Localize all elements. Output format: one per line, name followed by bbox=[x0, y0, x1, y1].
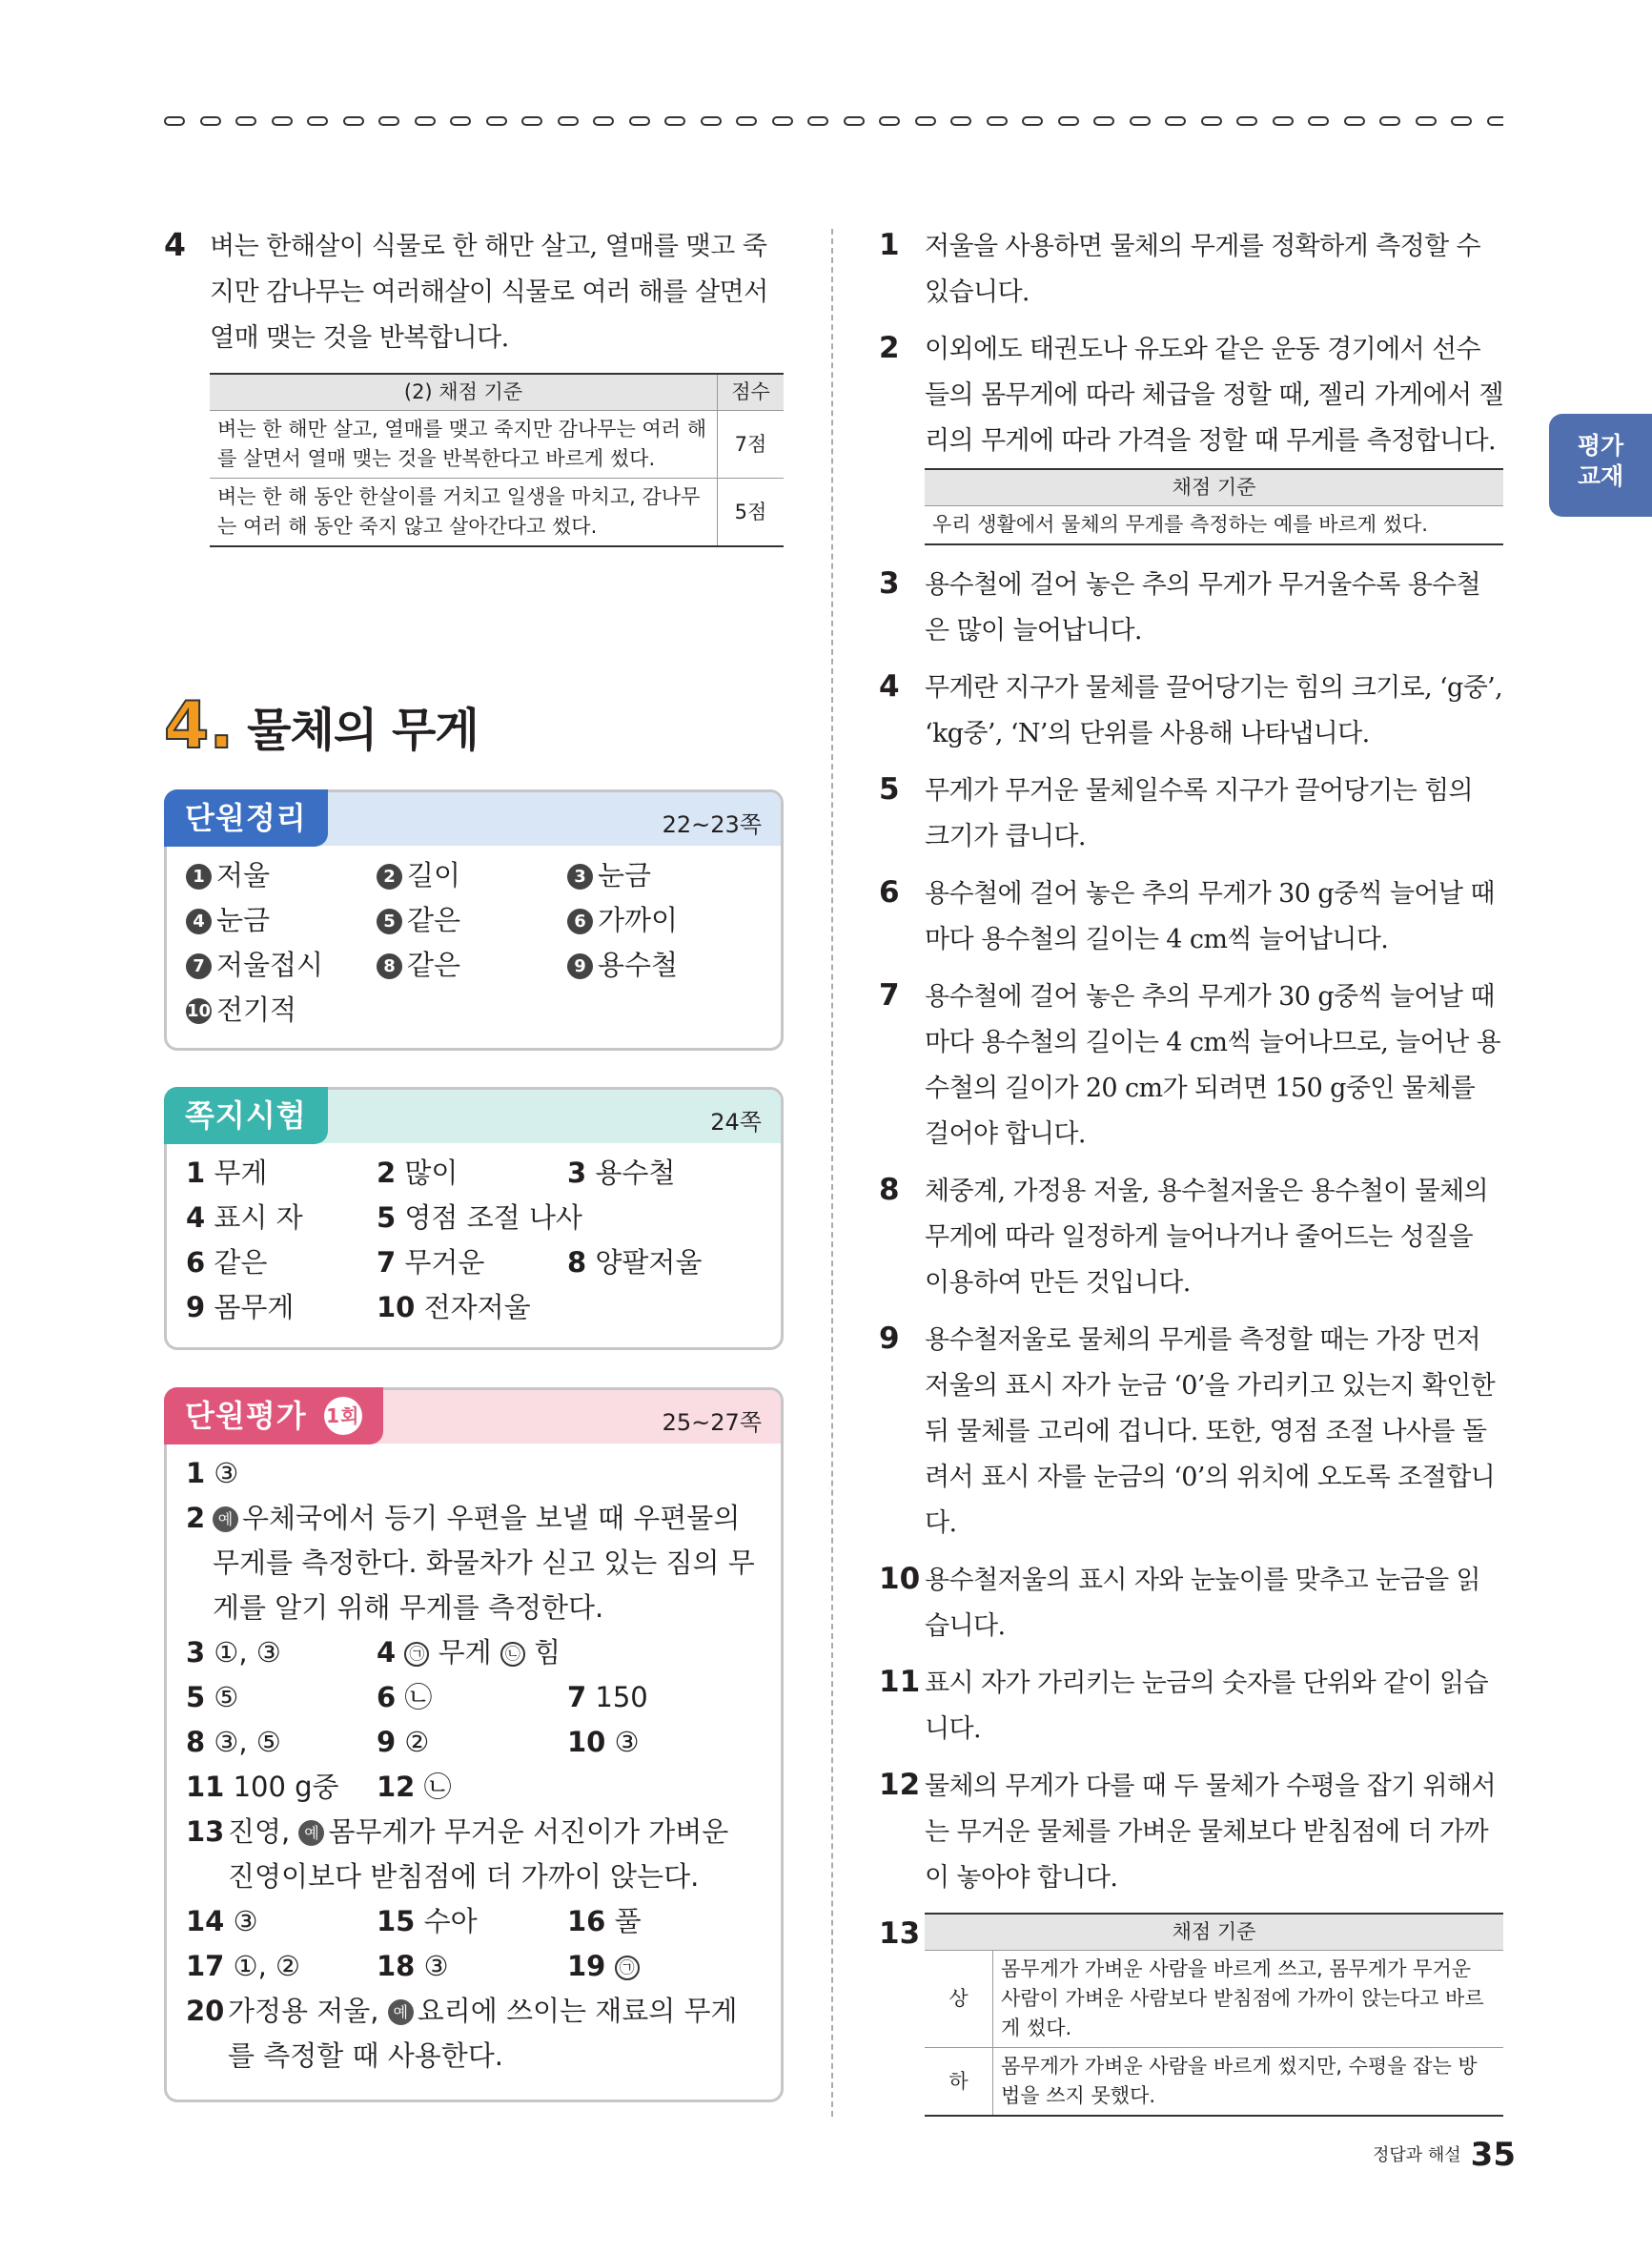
summary-item-text: 용수철 bbox=[598, 949, 679, 981]
answer-20-name: 가정용 저울, bbox=[228, 1995, 379, 2027]
explanation-text: 무게가 무거운 물체일수록 지구가 끌어당기는 힘의 크기가 큽니다. bbox=[925, 776, 1474, 851]
quiz-item-number: 10 bbox=[377, 1291, 416, 1323]
quiz-item-number: 2 bbox=[377, 1157, 397, 1189]
dash-segment bbox=[1416, 116, 1437, 126]
explanation-3 bbox=[879, 563, 1503, 654]
quiz-answers bbox=[167, 1143, 781, 1342]
summary-item-text: 같은 bbox=[407, 949, 461, 981]
side-tab-line-1: 평가 bbox=[1577, 432, 1624, 460]
answer-17-value: ①, ② bbox=[233, 1950, 301, 1982]
section-side-tab bbox=[1549, 414, 1652, 517]
explanation-13-criteria bbox=[925, 1913, 1503, 2117]
explanation-11 bbox=[879, 1661, 1503, 1752]
quiz-item bbox=[186, 1196, 377, 1240]
explanation-number: 8 bbox=[879, 1173, 900, 1207]
explanation-4 bbox=[879, 666, 1503, 757]
quiz-box bbox=[164, 1087, 784, 1350]
unit-summary-tag: 단원정리 bbox=[164, 789, 328, 847]
explanation-7 bbox=[879, 974, 1503, 1157]
unit-summary-answers bbox=[167, 846, 781, 1044]
explanation-number: 2 bbox=[879, 331, 900, 365]
dash-segment bbox=[1130, 116, 1151, 126]
answer-10-value: ③ bbox=[614, 1726, 640, 1758]
explanation-10 bbox=[879, 1558, 1503, 1649]
dash-segment bbox=[736, 116, 757, 126]
answer-14-value: ③ bbox=[233, 1905, 258, 1937]
summary-item bbox=[186, 943, 377, 988]
answer-1-value: ③ bbox=[214, 1457, 239, 1489]
explanation-number: 12 bbox=[879, 1768, 921, 1802]
dash-segment bbox=[450, 116, 471, 126]
circled-b-icon: ㉡ bbox=[500, 1642, 525, 1667]
dash-segment bbox=[415, 116, 436, 126]
unit-test-box bbox=[164, 1387, 784, 2102]
scoring-header: (2) 채점 기준 bbox=[210, 374, 718, 411]
explanation-number: 4 bbox=[879, 669, 900, 704]
quiz-item bbox=[186, 1285, 377, 1330]
summary-item-number: 2 bbox=[377, 864, 402, 890]
explanation-number: 11 bbox=[879, 1665, 921, 1699]
quiz-item bbox=[377, 1285, 567, 1330]
dash-segment bbox=[307, 116, 328, 126]
quiz-item-number: 1 bbox=[186, 1157, 206, 1189]
dash-segment bbox=[272, 116, 293, 126]
quiz-item bbox=[377, 1151, 567, 1196]
example-icon: 예 bbox=[298, 1820, 324, 1846]
summary-item-text: 눈금 bbox=[598, 859, 652, 891]
unit-test-tag bbox=[164, 1387, 383, 1444]
summary-item-text: 길이 bbox=[407, 859, 461, 891]
dash-segment bbox=[593, 116, 614, 126]
page-number: 35 bbox=[1470, 2136, 1516, 2174]
dash-segment bbox=[950, 116, 971, 126]
dash-segment bbox=[987, 116, 1008, 126]
quiz-item-text: 영점 조절 나사 bbox=[404, 1201, 582, 1234]
unit-summary-pages: 22~23쪽 bbox=[662, 811, 762, 838]
explanation-text: 용수철에 걸어 놓은 추의 무게가 30 g중씩 늘어날 때마다 용수철의 길이는 4 cm씩 늘어납니다. bbox=[925, 879, 1495, 954]
summary-item bbox=[377, 898, 567, 943]
quiz-item bbox=[377, 1196, 758, 1240]
summary-item-text: 눈금 bbox=[216, 904, 271, 936]
quiz-item-number: 3 bbox=[567, 1157, 587, 1189]
explanation-5 bbox=[879, 768, 1503, 860]
quiz-item-text: 무거운 bbox=[404, 1246, 485, 1279]
question-number: 4 bbox=[164, 226, 186, 263]
quiz-tag: 쪽지시험 bbox=[164, 1087, 328, 1144]
chapter-title: 물체의 무게 bbox=[247, 704, 479, 757]
dash-segment bbox=[915, 116, 936, 126]
quiz-item-number: 9 bbox=[186, 1291, 206, 1323]
answer-8-value: ③, ⑤ bbox=[214, 1726, 281, 1758]
answer-row-8-10: 8 ③, ⑤ 9 ② 10 ③ bbox=[186, 1726, 640, 1758]
dash-segment bbox=[772, 116, 793, 126]
summary-item-number: 6 bbox=[567, 909, 593, 934]
dash-segment bbox=[1236, 116, 1257, 126]
column-divider bbox=[831, 229, 833, 2117]
explanation-number: 5 bbox=[879, 772, 900, 807]
dash-segment bbox=[1344, 116, 1365, 126]
explanation-number: 6 bbox=[879, 875, 900, 910]
dash-segment bbox=[879, 116, 900, 126]
quiz-item-text: 전자저울 bbox=[423, 1291, 531, 1323]
answer-20-value: 요리에 쓰이는 재료의 무게를 측정할 때 사용한다. bbox=[228, 1995, 738, 2072]
summary-item bbox=[567, 853, 758, 898]
summary-item-number: 10 bbox=[186, 998, 212, 1024]
circled-a-icon: ㉠ bbox=[404, 1642, 429, 1667]
unit-test-header bbox=[167, 1390, 781, 1444]
summary-item-number: 7 bbox=[186, 953, 212, 979]
answer-1: 1 ③ bbox=[186, 1457, 239, 1489]
answer-4-value-b: 힘 bbox=[534, 1636, 561, 1669]
dash-segment bbox=[701, 116, 722, 126]
summary-item-number: 1 bbox=[186, 864, 212, 890]
explanation-text: 용수철에 걸어 놓은 추의 무게가 30 g중씩 늘어날 때마다 용수철의 길이는 4 cm씩 늘어나므로, 늘어난 용수철의 길이가 20 cm가 되려면 150 g중인 물체를 걸어야 합니다. bbox=[925, 982, 1501, 1149]
quiz-item-text: 표시 자 bbox=[214, 1201, 303, 1234]
answer-20: 20 가정용 저울, 예 요리에 쓰이는 재료의 무게를 측정할 때 사용한다. bbox=[186, 1995, 738, 2072]
quiz-item-number: 6 bbox=[186, 1246, 206, 1279]
quiz-item bbox=[377, 1240, 567, 1285]
dash-segment bbox=[1093, 116, 1114, 126]
dash-segment bbox=[1058, 116, 1079, 126]
quiz-item-text: 몸무게 bbox=[214, 1291, 295, 1323]
dash-segment bbox=[1379, 116, 1400, 126]
summary-item-number: 8 bbox=[377, 953, 402, 979]
criteria-row: 우리 생활에서 물체의 무게를 측정하는 예를 바르게 썼다. bbox=[925, 506, 1503, 545]
quiz-item-text: 같은 bbox=[214, 1246, 268, 1279]
explanation-6 bbox=[879, 871, 1503, 963]
criteria-header: 채점 기준 bbox=[925, 469, 1503, 506]
unit-test-pages: 25~27쪽 bbox=[662, 1409, 762, 1436]
answer-row-11-12: 11 100 g중 12 ㉡ bbox=[186, 1771, 452, 1803]
answer-16-value: 풀 bbox=[614, 1905, 642, 1937]
answer-row-5-7: 5 ⑤ 6 ㉡ 7 150 bbox=[186, 1681, 648, 1713]
dash-segment bbox=[1273, 116, 1294, 126]
explanation-number: 9 bbox=[879, 1321, 900, 1356]
dash-segment bbox=[1487, 116, 1504, 126]
example-icon: 예 bbox=[213, 1506, 238, 1532]
summary-item-text: 저울 bbox=[216, 859, 271, 891]
quiz-item-number: 7 bbox=[377, 1246, 397, 1279]
explanation-1 bbox=[879, 224, 1503, 316]
summary-item-text: 전기적 bbox=[216, 993, 297, 1026]
answer-2-value: 우체국에서 등기 우편을 보낼 때 우편물의 무게를 측정한다. 화물차가 싣고 있는 짐의 무게를 알기 위해 무게를 측정한다. bbox=[213, 1502, 755, 1624]
summary-item bbox=[186, 988, 377, 1033]
explanation-number: 3 bbox=[879, 566, 900, 601]
quiz-item-text: 무게 bbox=[214, 1157, 268, 1189]
dash-segment bbox=[343, 116, 364, 126]
explanation-text: 저울을 사용하면 물체의 무게를 정확하게 측정할 수 있습니다. bbox=[925, 232, 1481, 307]
chapter-number: 4. bbox=[164, 688, 235, 764]
page-footer bbox=[1373, 2136, 1516, 2174]
summary-item-text: 같은 bbox=[407, 904, 461, 936]
criterion-1: 벼는 한 해만 살고, 열매를 맺고 죽지만 감나무는 여러 해를 살면서 열매 맺는 것을 반복한다고 바르게 썼다. bbox=[210, 411, 718, 479]
dash-segment bbox=[378, 116, 399, 126]
round-badge: 1회 bbox=[324, 1397, 362, 1435]
criterion-2-score: 5점 bbox=[718, 479, 785, 547]
quiz-item bbox=[567, 1151, 758, 1196]
quiz-item-number: 8 bbox=[567, 1246, 587, 1279]
answer-19-value: ㉠ bbox=[615, 1956, 640, 1980]
quiz-item bbox=[186, 1240, 377, 1285]
dash-segment bbox=[807, 116, 828, 126]
answer-6-value: ㉡ bbox=[404, 1681, 433, 1713]
explanation-text: 용수철저울의 표시 자와 눈높이를 맞추고 눈금을 읽습니다. bbox=[925, 1566, 1481, 1641]
dash-segment bbox=[164, 116, 185, 126]
answer-12-value: ㉡ bbox=[423, 1771, 452, 1803]
answer-13: 13 진영, 예 몸무게가 무거운 서진이가 가벼운 진영이보다 받침점에 더 가까이 앉는다. bbox=[186, 1815, 729, 1893]
answer-4-value-a: 무게 bbox=[438, 1636, 492, 1669]
quiz-pages: 24쪽 bbox=[710, 1109, 762, 1136]
quiz-item-number: 5 bbox=[377, 1201, 397, 1234]
dash-segment bbox=[486, 116, 507, 126]
grade-high: 상 bbox=[925, 1951, 993, 2048]
explanation-number: 10 bbox=[879, 1562, 921, 1596]
summary-item-number: 4 bbox=[186, 909, 212, 934]
left-question-4 bbox=[164, 224, 784, 547]
explanation-text: 체중계, 가정용 저울, 용수철저울은 용수철이 물체의 무게에 따라 일정하게 늘어나거나 줄어드는 성질을 이용하여 만든 것입니다. bbox=[925, 1177, 1488, 1298]
right-column bbox=[879, 224, 1503, 2128]
quiz-item-text: 양팔저울 bbox=[595, 1246, 703, 1279]
dash-segment bbox=[844, 116, 865, 126]
criteria-header: 채점 기준 bbox=[925, 1914, 1503, 1951]
explanation-9 bbox=[879, 1318, 1503, 1546]
answer-18-value: ③ bbox=[423, 1950, 449, 1982]
example-icon: 예 bbox=[388, 1999, 414, 2025]
answer-row-3-4: 3 ①, ③ 4 ㉠ 무게 ㉡ 힘 bbox=[186, 1636, 561, 1669]
explanation-12 bbox=[879, 1764, 1503, 1901]
summary-item-text: 가까이 bbox=[598, 904, 679, 936]
quiz-item-number: 4 bbox=[186, 1201, 206, 1234]
explanation-text: 표시 자가 가리키는 눈금의 숫자를 단위와 같이 읽습니다. bbox=[925, 1669, 1488, 1744]
unit-summary-header bbox=[167, 792, 781, 846]
summary-item-text: 저울접시 bbox=[216, 949, 324, 981]
summary-item-number: 3 bbox=[567, 864, 593, 890]
explanation-text: 용수철에 걸어 놓은 추의 무게가 무거울수록 용수철은 많이 늘어납니다. bbox=[925, 570, 1481, 645]
summary-item bbox=[377, 943, 567, 988]
top-decoration bbox=[164, 116, 1503, 130]
dash-segment bbox=[1022, 116, 1043, 126]
explanation-number: 7 bbox=[879, 978, 900, 1013]
dash-segment bbox=[629, 116, 650, 126]
answer-13-name: 진영, bbox=[228, 1815, 291, 1848]
answer-row-14-16: 14 ③ 15 수아 16 풀 bbox=[186, 1905, 642, 1937]
criteria-low: 몸무게가 가벼운 사람을 바르게 썼지만, 수평을 잡는 방법을 쓰지 못했다. bbox=[993, 2048, 1504, 2117]
explanation-2-criteria bbox=[925, 468, 1503, 545]
score-header: 점수 bbox=[718, 374, 785, 411]
explanation-text: 용수철저울로 물체의 무게를 측정할 때는 가장 먼저 저울의 표시 자가 눈금 ‘0’을 가리키고 있는지 확인한 뒤 물체를 고리에 겁니다. 또한, 영점 조절 나사를 돌려서 표시 자를 눈금의 ‘0’의 위치에 오도록 조절합니다. bbox=[925, 1325, 1496, 1538]
answer-2: 2 예 우체국에서 등기 우편을 보낼 때 우편물의 무게를 측정한다. 화물차가 싣고 있는 짐의 무게를 알기 위해 무게를 측정한다. bbox=[186, 1502, 755, 1624]
summary-item bbox=[567, 943, 758, 988]
answer-row-17-19: 17 ①, ② 18 ③ 19 ㉠ bbox=[186, 1944, 762, 1989]
dash-segment bbox=[1451, 116, 1472, 126]
side-tab-line-2: 교재 bbox=[1577, 462, 1624, 490]
explanation-text: 이외에도 태권도나 유도와 같은 운동 경기에서 선수들의 몸무게에 따라 체급을 정할 때, 젤리 가게에서 젤리의 무게에 따라 가격을 정할 때 무게를 측정합니다. bbox=[925, 335, 1503, 456]
criterion-2: 벼는 한 해 동안 한살이를 거치고 일생을 마치고, 감나무는 여러 해 동안 죽지 않고 살아간다고 썼다. bbox=[210, 479, 718, 547]
summary-item bbox=[377, 853, 567, 898]
quiz-item bbox=[186, 1151, 377, 1196]
criteria-high: 몸무게가 가벼운 사람을 바르게 쓰고, 몸무게가 무거운 사람이 가벼운 사람보다 받침점에 가까이 앉는다고 바르게 썼다. bbox=[993, 1951, 1504, 2048]
dash-segment bbox=[235, 116, 256, 126]
answer-13-value: 몸무게가 무거운 서진이가 가벼운 진영이보다 받침점에 더 가까이 앉는다. bbox=[228, 1815, 729, 1893]
grade-low: 하 bbox=[925, 2048, 993, 2117]
dash-segment bbox=[1308, 116, 1329, 126]
unit-test-tag-label: 단원평가 bbox=[185, 1398, 307, 1434]
explanation-text: 물체의 무게가 다를 때 두 물체가 수평을 잡기 위해서는 무거운 물체를 가벼운 물체보다 받침점에 더 가까이 놓아야 합니다. bbox=[925, 1772, 1496, 1893]
dash-segment bbox=[1165, 116, 1186, 126]
explanation-8 bbox=[879, 1169, 1503, 1306]
answer-15-value: 수아 bbox=[423, 1905, 478, 1937]
criterion-1-score: 7점 bbox=[718, 411, 785, 479]
explanation-number: 1 bbox=[879, 228, 900, 262]
summary-item bbox=[567, 898, 758, 943]
answer-11-value: 100 g중 bbox=[233, 1771, 339, 1803]
summary-item-number: 5 bbox=[377, 909, 402, 934]
explanation-number: 13 bbox=[879, 1916, 921, 1951]
scoring-table bbox=[210, 373, 784, 547]
unit-test-answers bbox=[167, 1444, 781, 2092]
quiz-item-text: 많이 bbox=[404, 1157, 459, 1189]
footer-label: 정답과 해설 bbox=[1373, 2145, 1461, 2165]
summary-item bbox=[186, 853, 377, 898]
dash-segment bbox=[200, 116, 221, 126]
explanation-2 bbox=[879, 327, 1503, 464]
answer-7-value: 150 bbox=[595, 1681, 648, 1713]
quiz-item bbox=[567, 1240, 758, 1285]
unit-summary-box bbox=[164, 789, 784, 1051]
summary-item bbox=[186, 898, 377, 943]
explanation-text: 무게란 지구가 물체를 끌어당기는 힘의 크기로, ‘g중’, ‘kg중’, ‘N’의 단위를 사용해 나타냅니다. bbox=[925, 673, 1503, 748]
answer-5-value: ⑤ bbox=[214, 1681, 239, 1713]
dash-segment bbox=[664, 116, 685, 126]
answer-3-value: ①, ③ bbox=[214, 1636, 281, 1669]
dash-segment bbox=[521, 116, 542, 126]
question-text: 벼는 한해살이 식물로 한 해만 살고, 열매를 맺고 죽지만 감나무는 여러해살이 식물로 여러 해를 살면서 열매 맺는 것을 반복합니다. bbox=[210, 232, 768, 353]
explanation-13 bbox=[879, 1913, 1503, 2117]
quiz-header bbox=[167, 1090, 781, 1143]
quiz-item-text: 용수철 bbox=[595, 1157, 676, 1189]
summary-item-number: 9 bbox=[567, 953, 593, 979]
chapter-heading bbox=[164, 688, 479, 764]
dash-segment bbox=[1201, 116, 1222, 126]
answer-9-value: ② bbox=[404, 1726, 430, 1758]
dash-segment bbox=[558, 116, 579, 126]
